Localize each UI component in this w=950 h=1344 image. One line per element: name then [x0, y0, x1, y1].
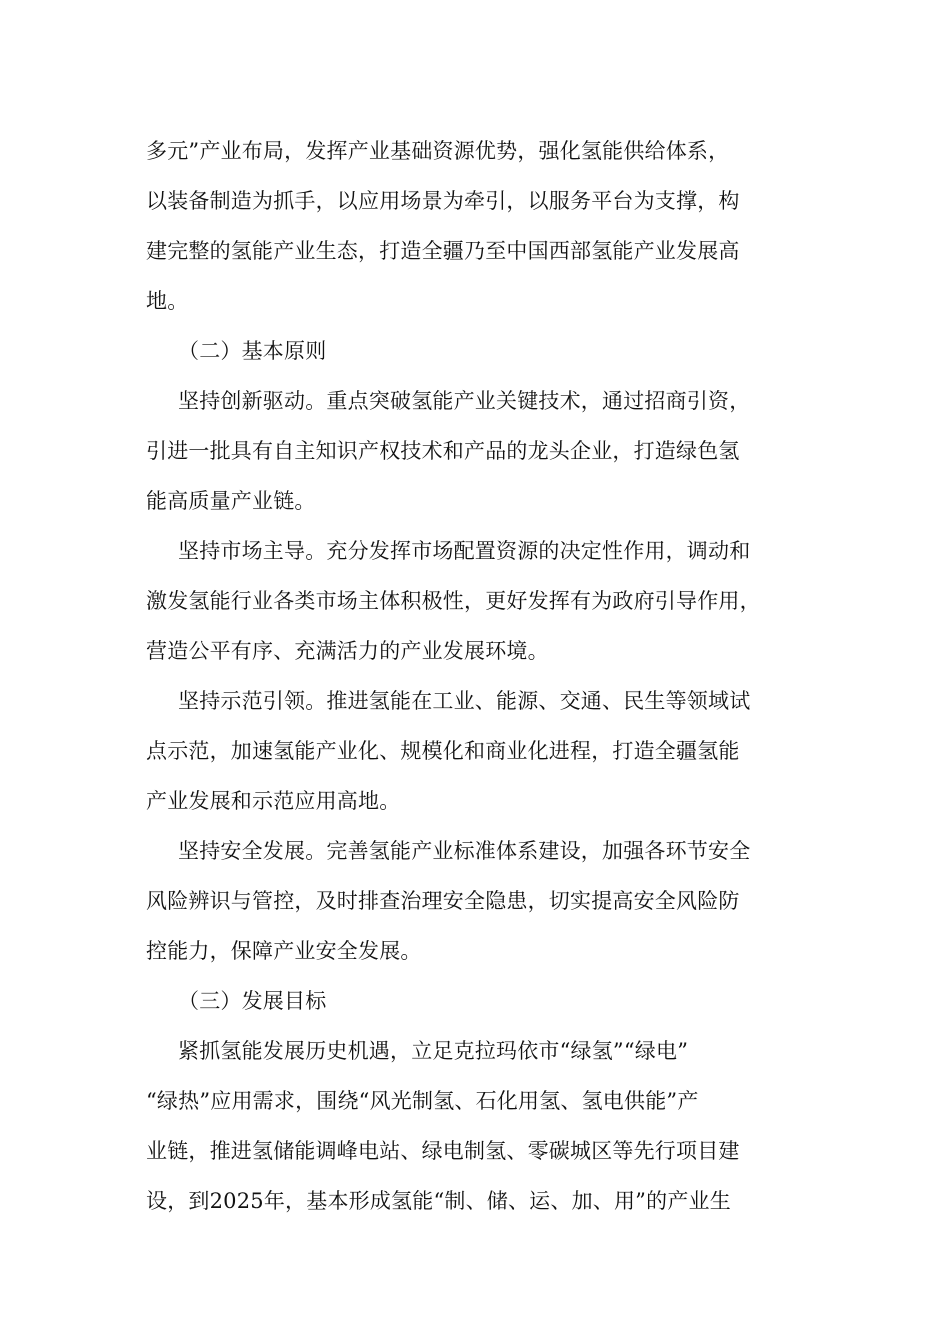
- paragraph-line: 点示范，加速氢能产业化、规模化和商业化进程，打造全疆氢能: [146, 739, 740, 763]
- section-heading-principles: （二）基本原则: [178, 339, 327, 363]
- paragraph-line: 地。: [146, 289, 189, 313]
- paragraph-line: 坚持示范引领。推进氢能在工业、能源、交通、民生等领域试: [178, 689, 751, 713]
- paragraph-line: 紧抓氢能发展历史机遇，立足克拉玛依市“绿氢”“绿电”: [178, 1039, 689, 1063]
- paragraph-line: 产业发展和示范应用高地。: [146, 789, 401, 813]
- paragraph-line: 能高质量产业链。: [146, 489, 316, 513]
- paragraph-line: 设，到2025年，基本形成氢能“制、储、运、加、用”的产业生: [146, 1189, 731, 1213]
- paragraph-line: 风险辨识与管控，及时排查治理安全隐患，切实提高安全风险防: [146, 889, 740, 913]
- paragraph-line: 坚持安全发展。完善氢能产业标准体系建设，加强各环节安全: [178, 839, 751, 863]
- paragraph-line: “绿热”应用需求，围绕“风光制氢、石化用氢、氢电供能”产: [146, 1089, 699, 1113]
- section-heading-goals: （三）发展目标: [178, 989, 327, 1013]
- paragraph-line: 业链，推进氢储能调峰电站、绿电制氢、零碳城区等先行项目建: [146, 1139, 740, 1163]
- paragraph-line: 坚持创新驱动。重点突破氢能产业关键技术，通过招商引资，: [178, 389, 751, 413]
- paragraph-line: 营造公平有序、充满活力的产业发展环境。: [146, 639, 549, 663]
- paragraph-line: 建完整的氢能产业生态，打造全疆乃至中国西部氢能产业发展高: [146, 239, 740, 263]
- paragraph-line: 以装备制造为抓手，以应用场景为牵引，以服务平台为支撑，构: [146, 189, 740, 213]
- paragraph-line: 坚持市场主导。充分发挥市场配置资源的决定性作用，调动和: [178, 539, 751, 563]
- paragraph-line: 引进一批具有自主知识产权技术和产品的龙头企业，打造绿色氢: [146, 439, 740, 463]
- paragraph-line: 激发氢能行业各类市场主体积极性，更好发挥有为政府引导作用，: [146, 589, 761, 613]
- paragraph-line: 多元”产业布局，发挥产业基础资源优势，强化氢能供给体系，: [146, 139, 730, 163]
- paragraph-line: 控能力，保障产业安全发展。: [146, 939, 422, 963]
